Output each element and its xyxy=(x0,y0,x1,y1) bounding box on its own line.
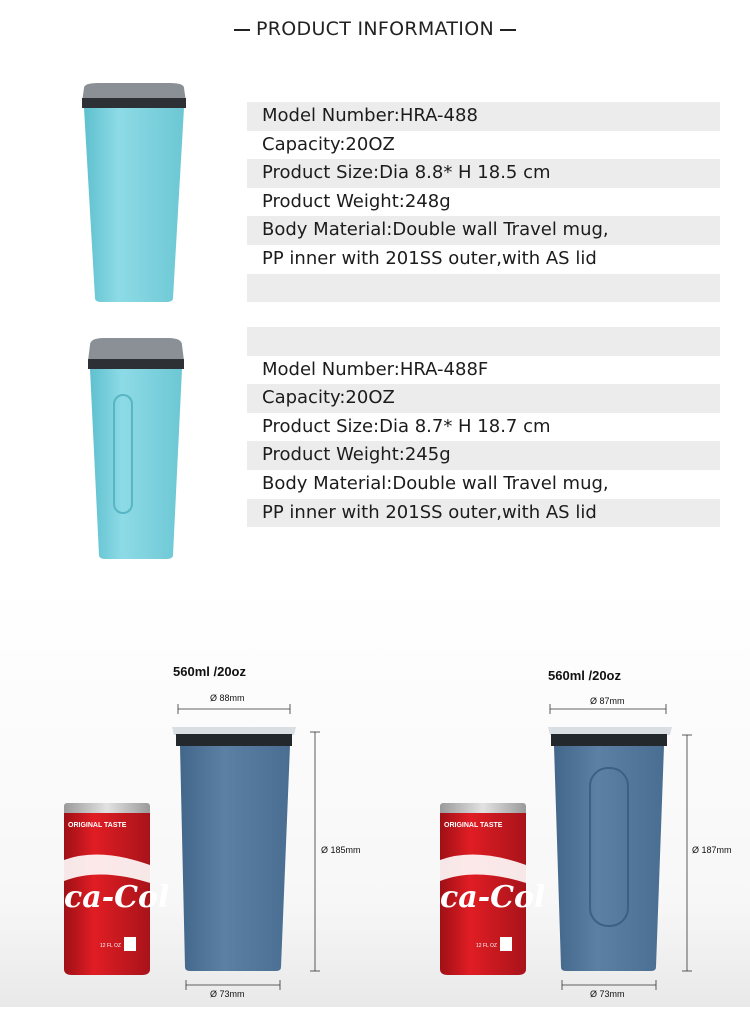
spec-row: Product Size:Dia 8.7* H 18.7 cm xyxy=(262,415,551,437)
spec-row: Product Weight:248g xyxy=(262,190,451,212)
title-dash-right xyxy=(500,29,516,31)
top-diameter-label-right: Ø 87mm xyxy=(590,696,625,706)
mug-hra-488f-image xyxy=(548,727,672,971)
spec-row: Capacity:20OZ xyxy=(247,384,720,413)
spec-table-2 xyxy=(247,327,720,527)
mug-hra-488-image xyxy=(172,727,296,971)
spec-row: Model Number:HRA-488 xyxy=(247,102,720,131)
bottom-diameter-label-right: Ø 73mm xyxy=(590,989,625,999)
svg-text:ca-Col: ca-Col xyxy=(440,880,546,915)
spec-row: Model Number:HRA-488F xyxy=(262,358,489,380)
svg-text:12 FL OZ: 12 FL OZ xyxy=(476,943,497,949)
capacity-label-left: 560ml /20oz xyxy=(173,664,246,679)
page-title: PRODUCT INFORMATION xyxy=(0,18,750,40)
spec-row: Body Material:Double wall Travel mug, xyxy=(262,472,609,494)
top-diameter-label-left: Ø 88mm xyxy=(210,693,245,703)
spec-row: Product Weight:245g xyxy=(247,441,720,470)
svg-text:ca-Col: ca-Col xyxy=(64,880,170,915)
spec-row: Body Material:Double wall Travel mug, xyxy=(247,216,720,245)
product-image-hra-488f xyxy=(84,335,188,563)
size-comparison-section xyxy=(0,585,750,1007)
spec-row-empty xyxy=(247,327,720,356)
spec-row: Product Size:Dia 8.8* H 18.5 cm xyxy=(247,159,720,188)
bottom-diameter-label-left: Ø 73mm xyxy=(210,989,245,999)
title-dash-left xyxy=(234,29,250,31)
svg-text:ORIGINAL TASTE: ORIGINAL TASTE xyxy=(444,822,503,829)
capacity-label-right: 560ml /20oz xyxy=(548,668,621,683)
height-label-right: Ø 187mm xyxy=(692,845,732,855)
spec-row: PP inner with 201SS outer,with AS lid xyxy=(247,499,720,528)
product-image-hra-488 xyxy=(78,80,190,306)
spec-row-empty xyxy=(247,274,720,303)
spec-table-1 xyxy=(247,102,720,302)
height-label-left: Ø 185mm xyxy=(321,845,361,855)
svg-text:12 FL OZ: 12 FL OZ xyxy=(100,943,121,949)
spec-row: Capacity:20OZ xyxy=(262,133,395,155)
svg-text:ORIGINAL TASTE: ORIGINAL TASTE xyxy=(68,822,127,829)
spec-row: PP inner with 201SS outer,with AS lid xyxy=(262,247,597,269)
